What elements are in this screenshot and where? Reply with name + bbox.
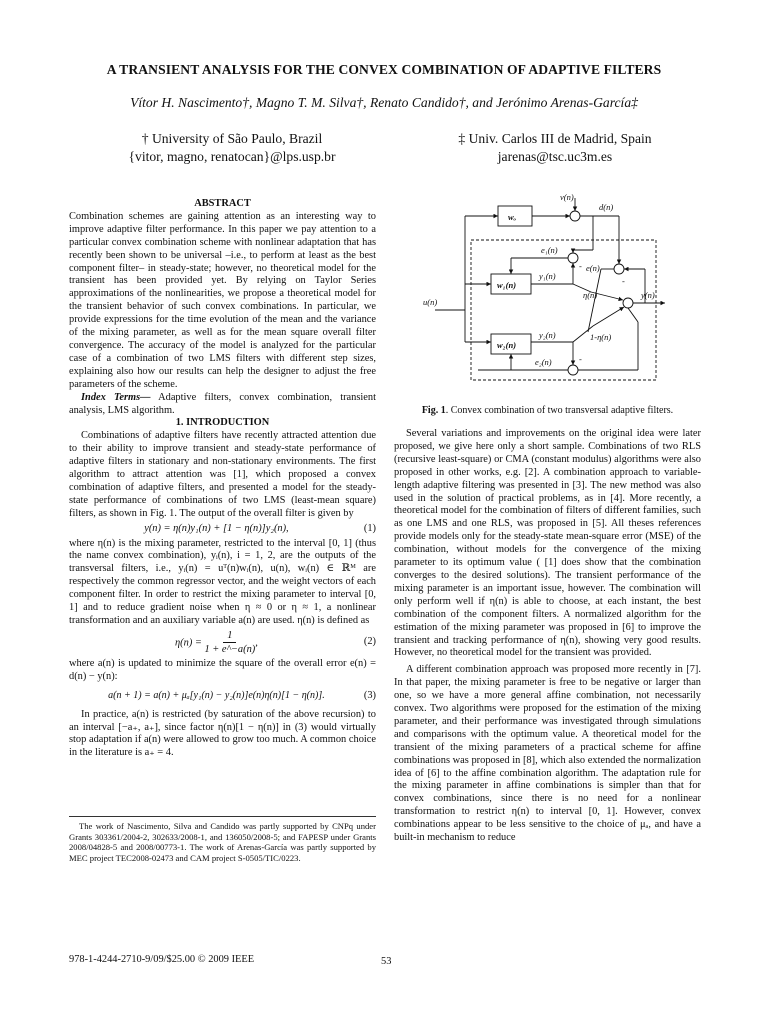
equation-3-number: (3) bbox=[363, 689, 376, 701]
equation-3-body: a(n + 1) = a(n) + μₐ[y₁(n) − y₂(n)]e(n)η(n)[1 − η(n)]. bbox=[108, 689, 325, 701]
label-y1: y₁(n) bbox=[539, 271, 556, 281]
figure-caption bbox=[394, 405, 701, 416]
intro-paragraph-3: where a(n) is updated to minimize the square of the overall error e(n) = d(n) − y(n): bbox=[69, 657, 376, 682]
right-paragraph-2: A different combination approach was proposed more recently in [7]. In that paper, the mixing parameter is free to be negative or larger than one, so we have a more general affine combination, not necessarily convex. Two algorithms were proposed for the estimation of the mixing parameter, and their performance was investigated through simulations and comparisons with the optimum value. A theoretical model for the transient of the mixing parameters of a practical scheme for affine combinations was proposed in [8], which also extended the normalization idea of [6] to the affine combination algorithm. The adaptation rule for the mixing parameter in affine combinations is simpler than that for convex combinations, since there is no need for a nonlinear transformation to restrict η(n) to interval [0, 1]. However, convex combinations appear to be less sensitive to the choice of μₐ, and have a built-in mechanism to reduce bbox=[394, 664, 701, 844]
label-y: y(n) bbox=[641, 290, 655, 300]
label-y2: y₂(n) bbox=[539, 330, 556, 340]
figure-caption-label: Fig. 1 bbox=[421, 405, 446, 416]
sum-junction-e bbox=[614, 264, 624, 274]
label-minus-3: - bbox=[579, 354, 582, 364]
introduction-heading: 1. INTRODUCTION bbox=[175, 417, 270, 429]
right-paragraph-1: Several variations and improvements on the original idea were later proposed, we give here only a short sample. Combinations of two RLS (recursive least-square) or CMA (constant modulus) algorithms were also proposed in other works, e.g. [2]. A combination approach to variable-length adaptive filtering was presented in [3]. The new method was also used in the solution of practical problems, as in [4]. More recently, a theoretical model for the combination of filters of different families, such as one LMS and one RLS, was proposed in [5]. All theses references provide models only for the steady-state mean-square error (MSE) of the combination, without models for the convergence of the mixing parameter to its optimum value ( [1] does show that the combination converges to the desired solutions). The transient performance of the mixing parameter is an important issue, however. The combination will only perform well if η(n) is able to choose, at each instant, the best combination of the component filters. A normalized algorithm for the estimation of the mixing parameter was proposed in [6] to improve the transient and tracking performance of η(n), showing very good results. However, no theoretical model for the transient was provided. bbox=[394, 428, 701, 659]
label-e1: e₁(n) bbox=[541, 245, 558, 255]
index-terms-label: Index Terms— bbox=[81, 391, 151, 403]
equation-1-body: y(n) = η(n)y₁(n) + [1 − η(n)]y₂(n), bbox=[144, 522, 289, 534]
affiliation-right-institution: ‡ Univ. Carlos III de Madrid, Spain bbox=[458, 131, 652, 146]
affiliation-left bbox=[72, 130, 392, 166]
left-column bbox=[69, 198, 376, 760]
intro-paragraph-2: where η(n) is the mixing parameter, restricted to the interval [0, 1] (thus the name convex combination), yᵢ(n), i = 1, 2, are the outputs of the transversal filters, i.e., yᵢ(n) = uᵀ(n)wᵢ(n), u(n), wᵢ(n) ∈ ℝᴹ are respectively the common regressor vector, and the weight vectors of each component filter. In order to restrict the mixing parameter to interval [0, 1] and to reduce gradient noise when η ≈ 0 or η ≈ 1, a nonlinear transformation and an auxiliary variable a(n) are used. η(n) is defined as bbox=[69, 537, 376, 626]
equation-1 bbox=[69, 523, 376, 536]
page-number: 53 bbox=[381, 956, 392, 967]
figure-caption-text: . Convex combination of two transversal adaptive filters. bbox=[445, 405, 674, 416]
label-d: d(n) bbox=[599, 202, 614, 212]
funding-footnote-text: The work of Nascimento, Silva and Candido was partly supported by CNPq under Grants 303361/2004-2, 302633/2008-1, and 136050/2008-5; and FAPESP under Grants 2008/04828-5 and 2008/00773-1. The work of Arenas-García was partly supported by MEC project TEC2008-02473 and CAM project S-0505/TIC/0223. bbox=[69, 821, 376, 863]
equation-1-number: (1) bbox=[363, 522, 376, 534]
label-e2: e₂(n) bbox=[535, 357, 552, 367]
label-minus-2: - bbox=[622, 276, 625, 286]
sum-junction-y bbox=[623, 298, 633, 308]
index-terms-text: Adaptive filters, convex combination, transient analysis, LMS algorithm. bbox=[69, 391, 376, 416]
equation-2 bbox=[69, 630, 376, 656]
label-e: e(n) bbox=[586, 263, 600, 273]
equation-2-numerator: 1 bbox=[223, 630, 236, 643]
equation-2-body bbox=[69, 630, 364, 656]
dashed-combination-box bbox=[471, 240, 656, 380]
affiliation-right bbox=[395, 130, 715, 166]
label-w1: w₁(n) bbox=[497, 280, 517, 290]
equation-2-lhs: η(n) = bbox=[175, 637, 202, 649]
label-minus-1: - bbox=[579, 261, 582, 271]
equation-3 bbox=[69, 690, 376, 703]
sum-junction-e1 bbox=[568, 253, 578, 263]
equation-2-number: (2) bbox=[363, 636, 376, 648]
affiliation-left-institution: † University of São Paulo, Brazil bbox=[141, 131, 323, 146]
paper-title: A TRANSIENT ANALYSIS FOR THE CONVEX COMBINATION OF ADAPTIVE FILTERS bbox=[106, 62, 662, 77]
label-w2: w₂(n) bbox=[497, 340, 517, 350]
intro-paragraph-1: Combinations of adaptive filters have recently attracted attention due to their ability to improve transient and steady-state performance of adaptive filters in stationary and non-stationary environments. The first algorithm to attract attention was [1], which proposed a convex combination of adaptive filters, and presented a model for the steady-state performance of combinations of two LMS (least-mean square) filters, as shown in Fig. 1. The output of the overall filter is given by bbox=[69, 430, 376, 519]
right-column bbox=[394, 428, 701, 845]
equation-2-fraction bbox=[205, 630, 256, 656]
isbn-copyright: 978-1-4244-2710-9/09/$25.00 © 2009 IEEE bbox=[69, 954, 255, 965]
intro-paragraph-4: In practice, a(n) is restricted (by saturation of the above recursion) to an interval [−a₊, a₊], since factor η(n)[1 − η(n)] in (3) would virtually stop adaptation if a(n) were allowed to grow too much. A common choice in the literature is a₊ = 4. bbox=[69, 708, 376, 759]
funding-footnote bbox=[69, 816, 376, 863]
label-wo: wₒ bbox=[508, 212, 517, 222]
sum-junction-d bbox=[570, 211, 580, 221]
abstract-text: Combination schemes are gaining attention as an interesting way to improve adaptive filter performance. In this paper we pay attention to a particular convex combination scheme with nonlinear adaptation that has recently been shown to be universal –i.e., to perform at least as the best component filter– in steady-state; however, no theoretical model for the transient has been provided yet. By relying on Taylor Series approximations of the nonlinearities, we propose a theoretical model for the transient behavior of such convex combinations. In particular, we provide expressions for the time evolution of the mean and the variance of the mixing parameter, as well as for the mean square overall filter convergence. The accuracy of the model is analyzed for the particular case of a combination of two LMS filters with different step sizes, explaining also how our results can help the designer to adjust the free parameters of the scheme. bbox=[69, 210, 376, 390]
affiliation-left-email: {vitor, magno, renatocan}@lps.usp.br bbox=[128, 149, 336, 164]
label-u: u(n) bbox=[423, 297, 438, 307]
equation-2-denominator: 1 + e^−a(n) bbox=[204, 643, 256, 655]
label-one-minus-eta: 1-η(n) bbox=[590, 332, 612, 342]
sum-junction-e2 bbox=[568, 365, 578, 375]
figure-block-diagram bbox=[423, 192, 668, 384]
affiliation-right-email: jarenas@tsc.uc3m.es bbox=[497, 149, 613, 164]
label-eta: η(n) bbox=[583, 290, 598, 300]
equation-2-tail: , bbox=[255, 637, 258, 649]
author-list: Vítor H. Nascimento†, Magno T. M. Silva†, Renato Candido†, and Jerónimo Arenas-García‡ bbox=[130, 95, 638, 110]
label-v: v(n) bbox=[560, 192, 574, 202]
abstract-heading: ABSTRACT bbox=[194, 198, 251, 209]
index-terms bbox=[69, 392, 376, 418]
